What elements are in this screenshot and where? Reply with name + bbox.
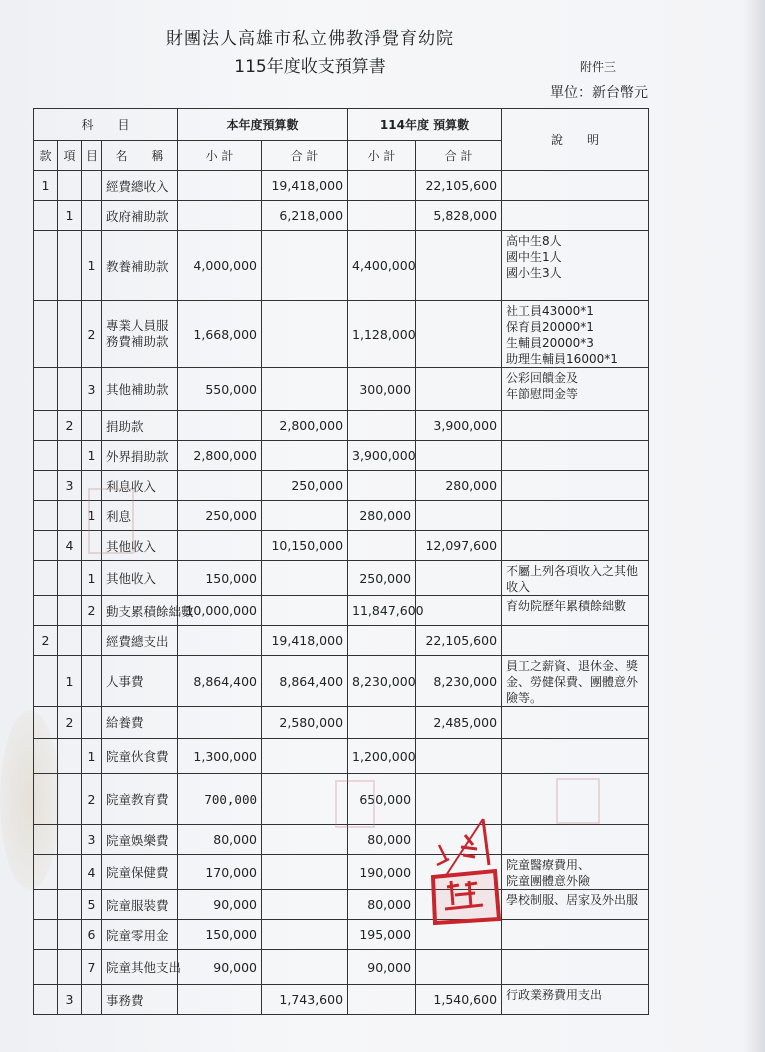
cell-total-prior: 3,900,000 [416, 411, 502, 441]
cell-remarks [502, 626, 649, 656]
cell-xiang [58, 626, 82, 656]
cell-subtotal-current: 150,000 [178, 920, 262, 950]
cell-name: 院童保健費 [102, 855, 178, 890]
cell-name: 專業人員服務費補助款 [102, 301, 178, 368]
cell-remarks [502, 171, 649, 201]
cell-kuan [34, 825, 58, 855]
cell-name: 其他收入 [102, 531, 178, 561]
table-row [34, 920, 649, 950]
cell-total-current: 6,218,000 [262, 201, 348, 231]
cell-mu: 7 [82, 950, 102, 985]
document-title: 財團法人高雄市私立佛教淨覺育幼院 [166, 29, 454, 49]
cell-total-current: 19,418,000 [262, 171, 348, 201]
cell-kuan [34, 950, 58, 985]
cell-subtotal-current [178, 985, 262, 1015]
cell-subtotal-current: 80,000 [178, 825, 262, 855]
table-row [34, 950, 649, 985]
official-seal-stamp [425, 815, 503, 927]
cell-kuan [34, 201, 58, 231]
cell-total-current: 19,418,000 [262, 626, 348, 656]
table-row [34, 201, 649, 231]
cell-total-current: 10,150,000 [262, 531, 348, 561]
cell-total-current [262, 950, 348, 985]
attachment-label: 附件三 [580, 60, 617, 74]
cell-remarks [502, 501, 649, 531]
cell-xiang [58, 231, 82, 301]
cell-kuan [34, 441, 58, 471]
table-row [34, 441, 649, 471]
cell-mu [82, 201, 102, 231]
cell-mu: 2 [82, 301, 102, 368]
cell-total-current [262, 920, 348, 950]
cell-total-prior: 280,000 [416, 471, 502, 501]
cell-kuan [34, 707, 58, 739]
cell-subtotal-current: 90,000 [178, 950, 262, 985]
cell-name: 院童服裝費 [102, 890, 178, 920]
cell-subtotal-current [178, 626, 262, 656]
cell-mu: 1 [82, 501, 102, 531]
cell-total-current: 8,864,400 [262, 656, 348, 707]
cell-total-current: 250,000 [262, 471, 348, 501]
cell-kuan [34, 890, 58, 920]
cell-subtotal-current: 10,000,000 [178, 596, 262, 626]
cell-remarks: 行政業務費用支出 [502, 985, 649, 1015]
cell-subtotal-prior: 8,230,000 [348, 656, 416, 707]
cell-kuan [34, 739, 58, 774]
cell-kuan [34, 596, 58, 626]
cell-mu: 3 [82, 368, 102, 411]
cell-mu [82, 985, 102, 1015]
table-row [34, 707, 649, 739]
header-current-year: 本年度預算數 [178, 109, 348, 141]
cell-xiang: 4 [58, 531, 82, 561]
cell-kuan: 2 [34, 626, 58, 656]
cell-xiang: 3 [58, 985, 82, 1015]
cell-kuan [34, 501, 58, 531]
table-row [34, 411, 649, 441]
cell-xiang [58, 855, 82, 890]
cell-name: 教養補助款 [102, 231, 178, 301]
cell-subtotal-prior: 80,000 [348, 825, 416, 855]
cell-xiang [58, 501, 82, 531]
cell-remarks: 學校制服、居家及外出服 [502, 890, 649, 920]
cell-xiang [58, 950, 82, 985]
cell-xiang [58, 920, 82, 950]
paper-edge-shadow [743, 0, 765, 1052]
cell-total-current [262, 231, 348, 301]
header-remarks: 說 明 [502, 109, 649, 171]
cell-subtotal-current [178, 411, 262, 441]
cell-subtotal-prior: 4,400,000 [348, 231, 416, 301]
cell-remarks: 高中生8人 國中生1人 國小生3人 [502, 231, 649, 301]
cell-total-current [262, 501, 348, 531]
table-row [34, 561, 649, 596]
cell-total-current [262, 855, 348, 890]
cell-subtotal-prior: 80,000 [348, 890, 416, 920]
header-name: 名 稱 [102, 141, 178, 171]
cell-kuan [34, 774, 58, 825]
cell-subtotal-prior [348, 471, 416, 501]
cell-total-prior [416, 441, 502, 471]
cell-name: 事務費 [102, 985, 178, 1015]
cell-subtotal-current [178, 707, 262, 739]
cell-subtotal-prior: 195,000 [348, 920, 416, 950]
cell-name: 利息收入 [102, 471, 178, 501]
cell-total-current [262, 825, 348, 855]
cell-xiang [58, 171, 82, 201]
cell-subtotal-current: 700,000 [178, 774, 262, 825]
table-row [34, 985, 649, 1015]
cell-name: 經費總收入 [102, 171, 178, 201]
cell-total-current: 1,743,600 [262, 985, 348, 1015]
table-row [34, 739, 649, 774]
cell-name: 外界捐助款 [102, 441, 178, 471]
cell-subtotal-prior: 650,000 [348, 774, 416, 825]
header-xiang: 項 [58, 141, 82, 171]
cell-name: 院童其他支出 [102, 950, 178, 985]
cell-xiang: 2 [58, 707, 82, 739]
cell-name: 其他收入 [102, 561, 178, 596]
cell-total-current [262, 441, 348, 471]
cell-total-prior [416, 561, 502, 596]
header-subject: 科 目 [34, 109, 178, 141]
table-row [34, 855, 649, 890]
cell-xiang: 1 [58, 656, 82, 707]
cell-total-current: 2,800,000 [262, 411, 348, 441]
cell-mu: 1 [82, 441, 102, 471]
cell-total-prior: 8,230,000 [416, 656, 502, 707]
cell-total-current [262, 890, 348, 920]
cell-remarks [502, 411, 649, 441]
cell-subtotal-current: 250,000 [178, 501, 262, 531]
table-row [34, 890, 649, 920]
cell-name: 政府補助款 [102, 201, 178, 231]
cell-subtotal-current: 4,000,000 [178, 231, 262, 301]
table-row [34, 596, 649, 626]
cell-name: 動支累積餘絀數 [102, 596, 178, 626]
cell-remarks: 公彩回饋金及 年節慰問金等 [502, 368, 649, 411]
cell-xiang [58, 561, 82, 596]
cell-mu: 2 [82, 774, 102, 825]
cell-mu [82, 171, 102, 201]
cell-kuan [34, 985, 58, 1015]
cell-kuan: 1 [34, 171, 58, 201]
cell-subtotal-prior: 190,000 [348, 855, 416, 890]
table-row [34, 626, 649, 656]
cell-remarks [502, 707, 649, 739]
cell-total-prior [416, 301, 502, 368]
cell-kuan [34, 301, 58, 368]
cell-subtotal-current: 150,000 [178, 561, 262, 596]
table-row [34, 656, 649, 707]
cell-subtotal-current [178, 201, 262, 231]
cell-name: 其他補助款 [102, 368, 178, 411]
cell-kuan [34, 855, 58, 890]
cell-xiang [58, 825, 82, 855]
cell-mu: 1 [82, 231, 102, 301]
cell-kuan [34, 531, 58, 561]
cell-kuan [34, 471, 58, 501]
cell-name: 院童零用金 [102, 920, 178, 950]
cell-remarks [502, 531, 649, 561]
cell-kuan [34, 368, 58, 411]
cell-name: 院童伙食費 [102, 739, 178, 774]
cell-xiang [58, 774, 82, 825]
cell-total-current [262, 739, 348, 774]
cell-total-prior: 12,097,600 [416, 531, 502, 561]
cell-total-current [262, 596, 348, 626]
cell-subtotal-prior [348, 171, 416, 201]
cell-kuan [34, 920, 58, 950]
header-mu: 目 [82, 141, 102, 171]
header-subtotal-current: 小 計 [178, 141, 262, 171]
cell-subtotal-prior: 250,000 [348, 561, 416, 596]
cell-name: 院童教育費 [102, 774, 178, 825]
cell-subtotal-prior [348, 985, 416, 1015]
cell-name: 人事費 [102, 656, 178, 707]
cell-mu: 3 [82, 825, 102, 855]
header-total-prior: 合 計 [416, 141, 502, 171]
cell-name: 給養費 [102, 707, 178, 739]
cell-total-prior [416, 596, 502, 626]
cell-total-prior [416, 739, 502, 774]
cell-remarks [502, 739, 649, 774]
cell-mu: 6 [82, 920, 102, 950]
cell-total-prior: 5,828,000 [416, 201, 502, 231]
cell-subtotal-current [178, 171, 262, 201]
cell-subtotal-current: 8,864,400 [178, 656, 262, 707]
table-row [34, 301, 649, 368]
cell-subtotal-prior: 11,847,600 [348, 596, 416, 626]
cell-xiang [58, 739, 82, 774]
cell-subtotal-current [178, 531, 262, 561]
cell-subtotal-prior [348, 411, 416, 441]
cell-mu [82, 626, 102, 656]
cell-mu [82, 656, 102, 707]
cell-xiang [58, 441, 82, 471]
cell-remarks [502, 950, 649, 985]
cell-subtotal-current: 1,668,000 [178, 301, 262, 368]
faint-stamp [335, 780, 375, 828]
table-row [34, 171, 649, 201]
cell-subtotal-current: 2,800,000 [178, 441, 262, 471]
cell-total-prior [416, 950, 502, 985]
cell-total-prior [416, 501, 502, 531]
faint-stamp [88, 488, 134, 554]
cell-total-current [262, 301, 348, 368]
cell-remarks [502, 471, 649, 501]
cell-subtotal-prior: 280,000 [348, 501, 416, 531]
cell-name: 利息 [102, 501, 178, 531]
cell-xiang: 1 [58, 201, 82, 231]
cell-total-prior: 1,540,600 [416, 985, 502, 1015]
cell-remarks: 員工之薪資、退休金、獎金、勞健保費、團體意外險等。 [502, 656, 649, 707]
cell-xiang [58, 890, 82, 920]
currency-unit: 單位：新台幣元 [550, 85, 648, 101]
cell-subtotal-prior [348, 626, 416, 656]
cell-xiang [58, 596, 82, 626]
faint-stamp [556, 778, 600, 824]
header-row-1 [34, 109, 649, 141]
cell-name: 經費總支出 [102, 626, 178, 656]
cell-kuan [34, 411, 58, 441]
cell-remarks [502, 441, 649, 471]
cell-subtotal-prior: 1,128,000 [348, 301, 416, 368]
cell-kuan [34, 231, 58, 301]
cell-remarks: 育幼院歷年累積餘絀數 [502, 596, 649, 626]
cell-mu: 1 [82, 561, 102, 596]
header-subtotal-prior: 小 計 [348, 141, 416, 171]
header-total-current: 合 計 [262, 141, 348, 171]
table-row [34, 368, 649, 411]
cell-total-current: 2,580,000 [262, 707, 348, 739]
cell-mu [82, 411, 102, 441]
cell-subtotal-current: 170,000 [178, 855, 262, 890]
cell-total-prior [416, 231, 502, 301]
cell-mu: 1 [82, 739, 102, 774]
cell-remarks [502, 920, 649, 950]
cell-subtotal-prior: 1,200,000 [348, 739, 416, 774]
cell-subtotal-prior [348, 531, 416, 561]
cell-mu: 2 [82, 596, 102, 626]
cell-subtotal-current [178, 471, 262, 501]
cell-kuan [34, 656, 58, 707]
header-kuan: 款 [34, 141, 58, 171]
cell-xiang [58, 301, 82, 368]
cell-subtotal-prior: 3,900,000 [348, 441, 416, 471]
cell-remarks [502, 825, 649, 855]
cell-remarks: 社工員43000*1 保育員20000*1 生輔員20000*3 助理生輔員16000*1 [502, 301, 649, 368]
cell-total-current [262, 368, 348, 411]
cell-subtotal-prior [348, 707, 416, 739]
cell-name: 院童娛樂費 [102, 825, 178, 855]
cell-mu: 5 [82, 890, 102, 920]
cell-remarks: 不屬上列各項收入之其他收入 [502, 561, 649, 596]
table-row [34, 825, 649, 855]
cell-subtotal-current: 550,000 [178, 368, 262, 411]
cell-subtotal-current: 90,000 [178, 890, 262, 920]
cell-name: 捐助款 [102, 411, 178, 441]
budget-table [33, 108, 649, 1015]
cell-subtotal-prior [348, 201, 416, 231]
cell-subtotal-prior: 300,000 [348, 368, 416, 411]
cell-xiang: 2 [58, 411, 82, 441]
cell-xiang: 3 [58, 471, 82, 501]
cell-mu: 4 [82, 855, 102, 890]
cell-total-prior: 22,105,600 [416, 171, 502, 201]
table-row [34, 231, 649, 301]
cell-mu [82, 707, 102, 739]
cell-xiang [58, 368, 82, 411]
cell-total-prior [416, 368, 502, 411]
cell-total-current [262, 561, 348, 596]
cell-subtotal-prior: 90,000 [348, 950, 416, 985]
cell-remarks: 院童醫療費用、 院童團體意外險 [502, 855, 649, 890]
header-prior-year: 114年度 預算數 [348, 109, 502, 141]
cell-total-prior: 22,105,600 [416, 626, 502, 656]
cell-remarks [502, 201, 649, 231]
document-subtitle: 115年度收支預算書 [234, 57, 386, 77]
cell-total-prior: 2,485,000 [416, 707, 502, 739]
cell-subtotal-current: 1,300,000 [178, 739, 262, 774]
cell-kuan [34, 561, 58, 596]
